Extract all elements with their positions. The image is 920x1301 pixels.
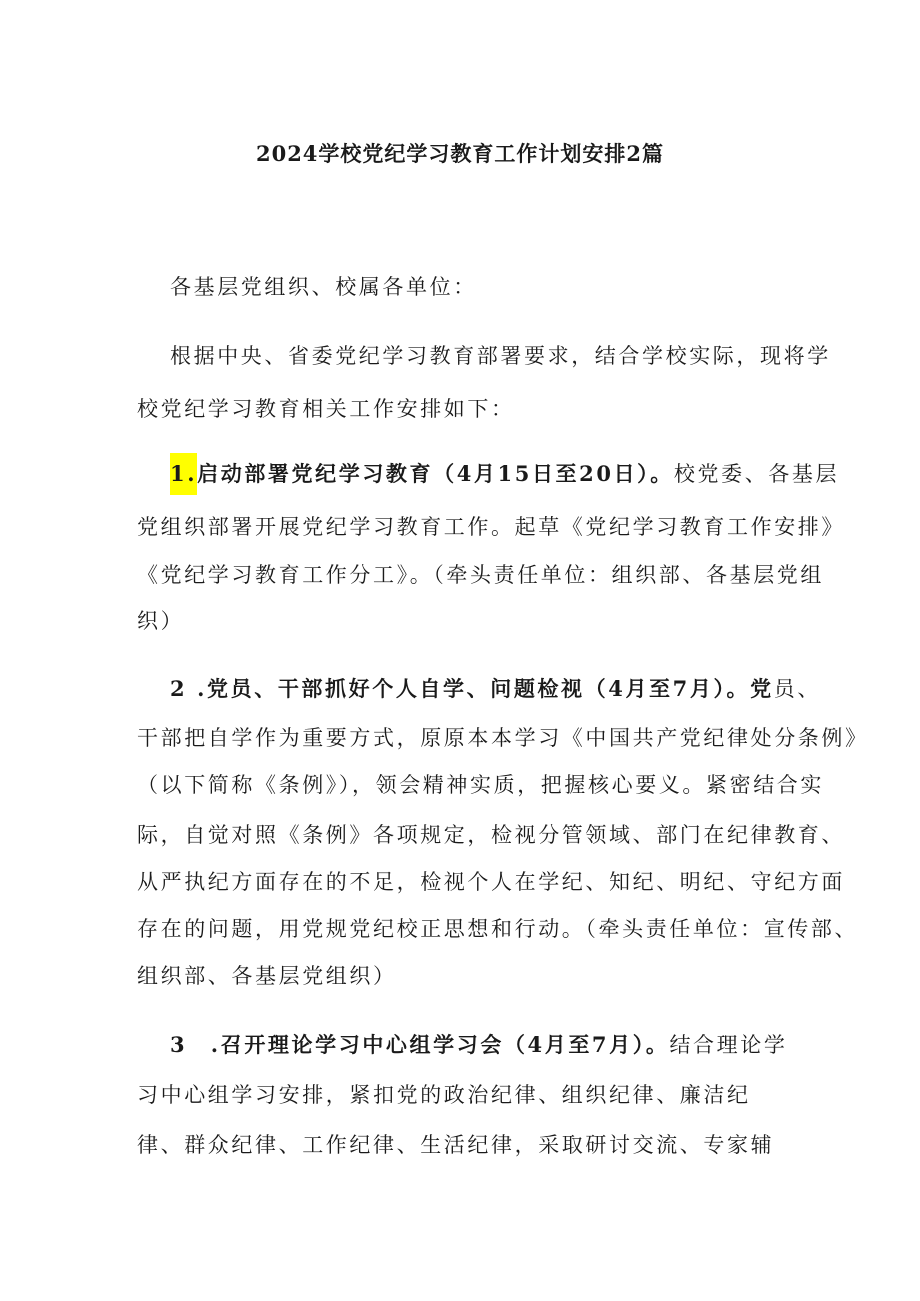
- item-1-first-line: [170, 459, 839, 489]
- item-2-text-start: 员、: [773, 677, 821, 701]
- item-1-number-highlight: 1.: [170, 453, 197, 495]
- item-2-line-6: 存在的问题，用党规党纪校正思想和行动。（牵头责任单位：宣传部、: [137, 917, 859, 941]
- item-1-text-start: 校党委、各基层: [673, 462, 840, 486]
- salutation: 各基层党组织、校属各单位：: [170, 275, 477, 299]
- item-2-line-2: 干部把自学作为重要方式，原原本本学习《中国共产党纪律处分条例》: [137, 726, 869, 750]
- item-3-text-start: 结合理论学: [669, 1033, 788, 1057]
- item-2-line-7: 组织部、各基层党组织）: [137, 964, 397, 988]
- item-2-line-3: （以下简称《条例》），领会精神实质，把握核心要义。紧密结合实: [137, 773, 824, 797]
- item-2-heading: 2 .党员、干部抓好个人自学、问题检视（4月至7月）。党: [170, 676, 774, 701]
- item-1-line-3: 《党纪学习教育工作分工》。（牵头责任单位：组织部、各基层党组: [137, 563, 824, 587]
- item-3-heading: 3 .召开理论学习中心组学习会（4月至7月）。: [170, 1032, 670, 1057]
- item-1-heading: 启动部署党纪学习教育（4月15日至20日）。: [197, 461, 674, 486]
- intro-line-1: 根据中央、省委党纪学习教育部署要求，结合学校实际，现将学: [170, 344, 831, 368]
- intro-line-2: 校党纪学习教育相关工作安排如下：: [137, 397, 515, 421]
- document-title: 2024学校党纪学习教育工作计划安排2篇: [255, 141, 665, 166]
- item-3-line-3: 律、群众纪律、工作纪律、生活纪律，采取研讨交流、专家辅: [137, 1133, 775, 1157]
- item-2-first-line: [170, 674, 821, 704]
- item-1-line-4: 织）: [137, 609, 185, 633]
- item-3-line-2: 习中心组学习安排，紧扣党的政治纪律、组织纪律、廉洁纪: [137, 1083, 751, 1107]
- item-2-line-5: 从严执纪方面存在的不足，检视个人在学纪、知纪、明纪、守纪方面: [137, 870, 845, 894]
- item-3-first-line: [170, 1030, 787, 1060]
- item-2-line-4: 际，自觉对照《条例》各项规定，检视分管领域、部门在纪律教育、: [137, 823, 845, 847]
- item-1-line-2: 党组织部署开展党纪学习教育工作。起草《党纪学习教育工作安排》: [137, 515, 845, 539]
